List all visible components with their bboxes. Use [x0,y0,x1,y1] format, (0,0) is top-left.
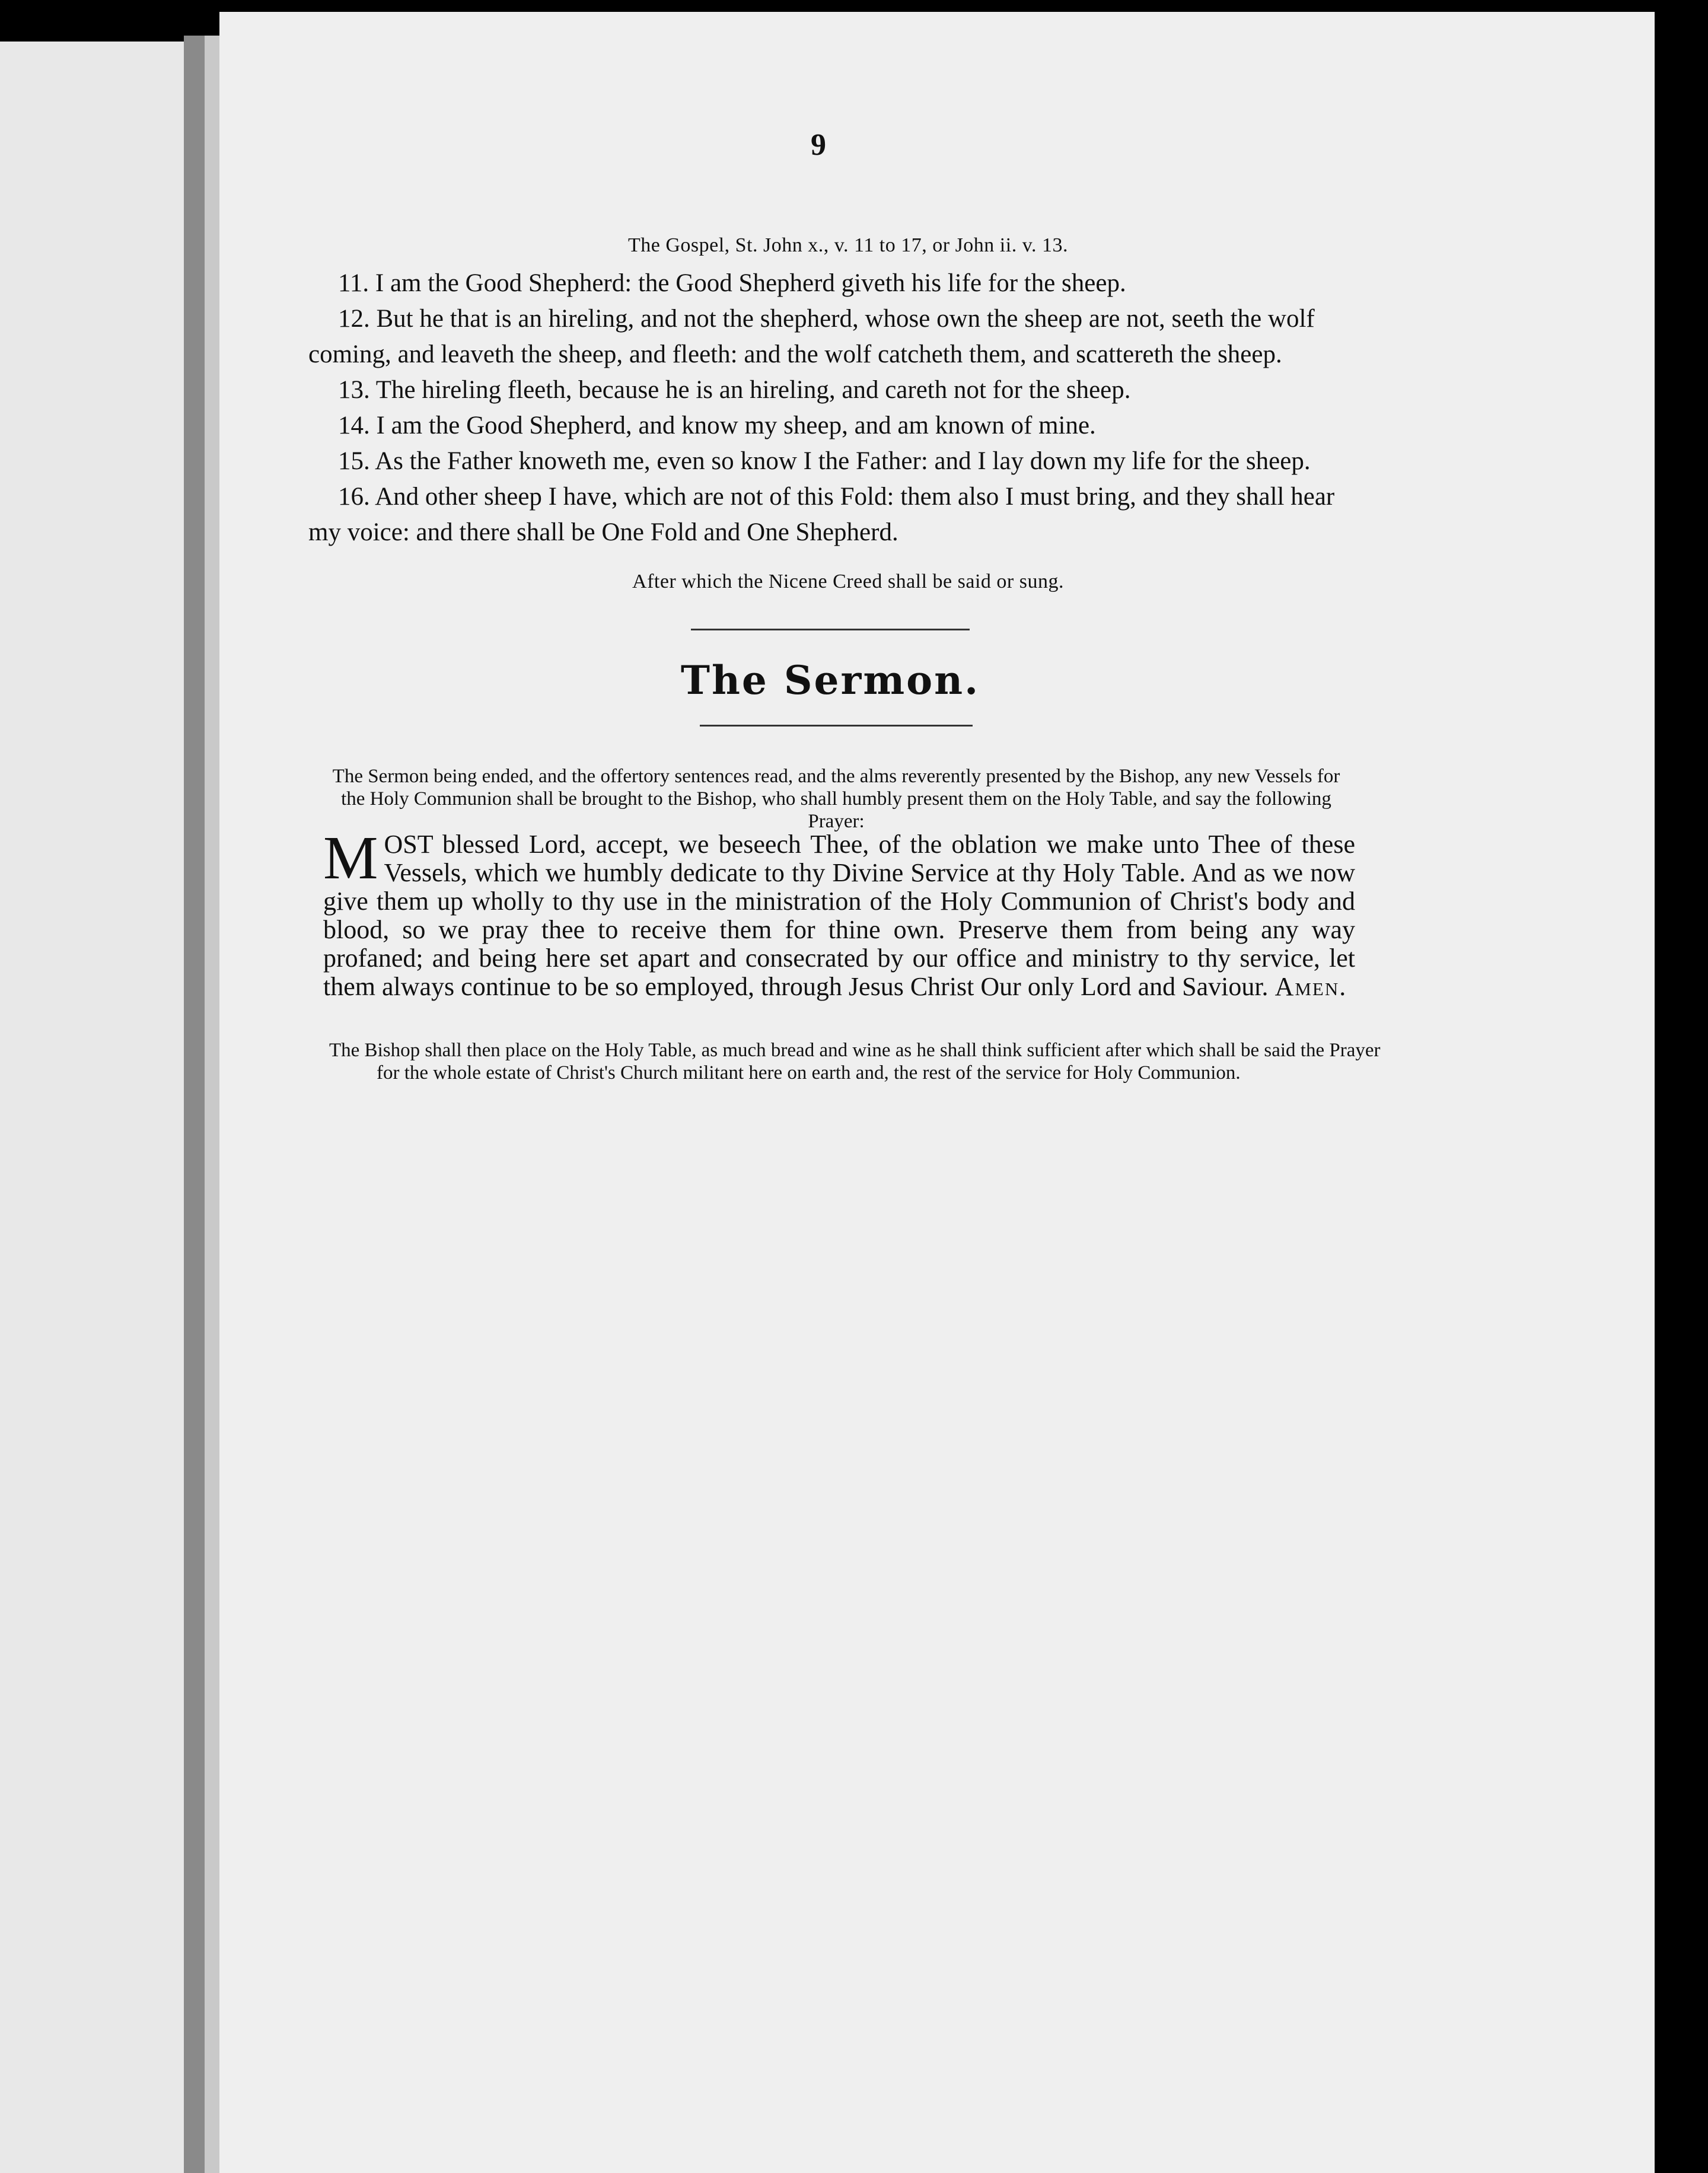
offertory-rubric: The Sermon being ended, and the offertory sentences read, and the alms reverently presented by the Bishop, any new Vessels for the Holy Communion shall be brought to the Bishop, who shall humbly present them on the Holy Table, and say the following Prayer: [332,766,1340,832]
scan-edge [1655,12,1708,2173]
prayer-body: OST blessed Lord, accept, we beseech Thee, of the oblation we make unto Thee of these Vessels, which we humbly dedicate to thy Divine Service at thy Holy Table. And as we now give them up wholly to thy use in the ministration of the Holy Communion of Christ's body and blood, so we pray thee to receive them for thine own. Preserve them from being any way profaned; and being here set apart and consecrated by our office and ministry to thy service, let them always continue to be so employed, through Jesus Christ Our only Lord and Saviour. [323,830,1355,1001]
left-page-margin [0,42,196,2173]
gospel-caption: The Gospel, St. John x., v. 11 to 17, or John ii. v. 13. [628,234,1068,256]
verse-13: 13. The hireling fleeth, because he is an hireling, and careth not for the sheep. [338,376,1131,404]
verse-11: 11. I am the Good Shepherd: the Good Shepherd giveth his life for the sheep. [338,269,1126,297]
divider-top [691,629,970,630]
dedication-prayer [323,824,1355,1001]
prayer-amen: Amen. [1274,972,1347,1001]
page-number: 9 [811,128,826,162]
verse-12: 12. But he that is an hireling, and not the shepherd, whose own the sheep are not, seeth the wolf coming, and leaveth the sheep, and fleeth: and the wolf catcheth them, and scattereth the sheep. [308,305,1315,368]
divider-bottom [700,725,973,727]
verse-15: 15. As the Father knoweth me, even so know I the Father: and I lay down my life for the sheep. [338,447,1311,475]
book-gutter [184,36,208,2173]
verse-16: 16. And other sheep I have, which are not of this Fold: them also I must bring, and they shall hear my voice: and there shall be One Fold and One Shepherd. [308,483,1335,546]
nicene-creed-caption: After which the Nicene Creed shall be said or sung. [632,571,1064,592]
prayer-dropcap: M [323,824,378,892]
gospel-verses [308,266,1340,550]
sermon-heading: The Sermon. [680,657,980,703]
closing-rubric: The Bishop shall then place on the Holy Table, as much bread and wine as he shall think sufficient after which shall be said the Prayer for the whole estate of Christ's Church militant here on earth and, the rest of the service for Holy Communion. [329,1040,1381,1084]
verse-14: 14. I am the Good Shepherd, and know my sheep, and am known of mine. [338,412,1096,439]
